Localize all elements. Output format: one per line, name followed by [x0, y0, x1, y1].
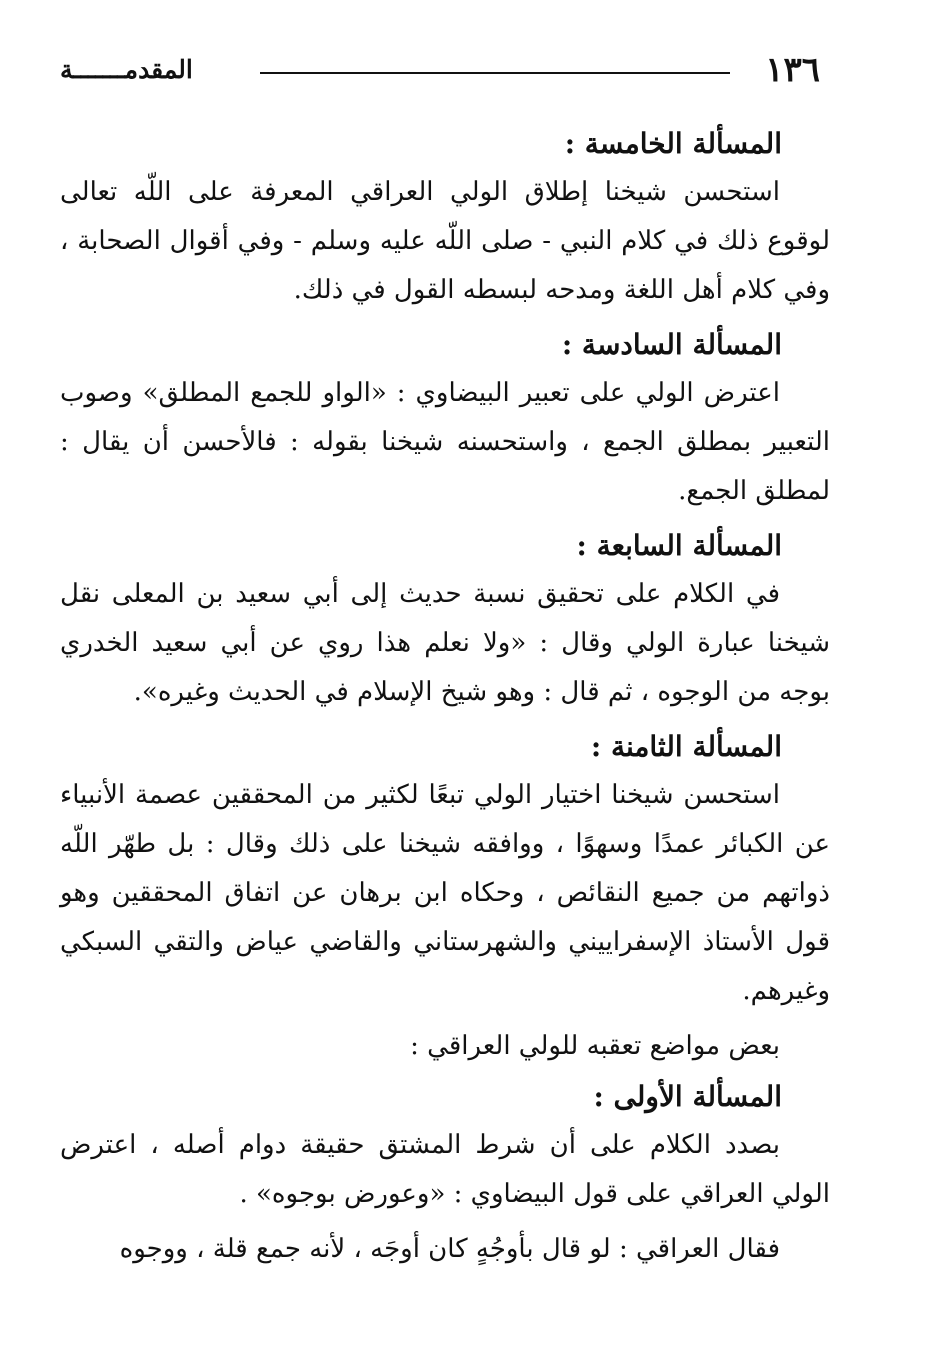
- issue-5-heading: المسألة الخامسة :: [564, 127, 782, 160]
- final-paragraph: فقال العراقي : لو قال بأوجُهٍ كان أوجَه ، لأنه جمع قلة ، ووجوه: [119, 1234, 780, 1264]
- issue-8-heading: المسألة الثامنة :: [590, 730, 782, 763]
- page-body: [60, 120, 830, 1280]
- section-title: المقدمـــــــة: [60, 55, 193, 84]
- issue-1-text: بصدد الكلام على أن شرط المشتق حقيقة دوام أصله ، اعترض الولي العراقي على قول البيضاوي : «وعورض بوجوه» .: [60, 1130, 830, 1209]
- running-header: [60, 48, 820, 92]
- issue-1-heading: المسألة الأولى :: [593, 1080, 782, 1113]
- issue-6-heading: المسألة السادسة :: [561, 328, 782, 361]
- page-number: ١٣٦: [765, 50, 820, 90]
- issue-6-text: اعترض الولي على تعبير البيضاوي : «الواو للجمع المطلق» وصوب التعبير بمطلق الجمع ، واستحسنه شيخنا بقوله : فالأحسن أن يقال : لمطلق الجمع.: [60, 378, 830, 506]
- header-rule: [260, 72, 730, 74]
- issue-7-text: في الكلام على تحقيق نسبة حديث إلى أبي سعيد بن المعلى نقل شيخنا عبارة الولي وقال : «ولا نعلم هذا روي عن أبي سعيد الخدري بوجه من الوجوه ، ثم قال : وهو شيخ الإسلام في الحديث وغيره».: [60, 579, 830, 707]
- critique-intro: بعض مواضع تعقبه للولي العراقي :: [410, 1031, 780, 1061]
- issue-7-heading: المسألة السابعة :: [576, 529, 782, 562]
- issue-5-text: استحسن شيخنا إطلاق الولي العراقي المعرفة على اللّه تعالى لوقوع ذلك في كلام النبي - صلى اللّه عليه وسلم - وفي أقوال الصحابة ، وفي كلام أهل اللغة ومدحه لبسطه القول في ذلك.: [60, 177, 830, 305]
- issue-8-text: استحسن شيخنا اختيار الولي تبعًا لكثير من المحققين عصمة الأنبياء عن الكبائر عمدًا وسهوًا ، ووافقه شيخنا على ذلك وقال : بل طهّر اللّه ذواتهم من جميع النقائص ، وحكاه ابن برهان عن اتفاق المحققين وهو قول الأستاذ الإسفراييني والشهرستاني والقاضي عياض والتقي السبكي وغيرهم.: [60, 780, 831, 1006]
